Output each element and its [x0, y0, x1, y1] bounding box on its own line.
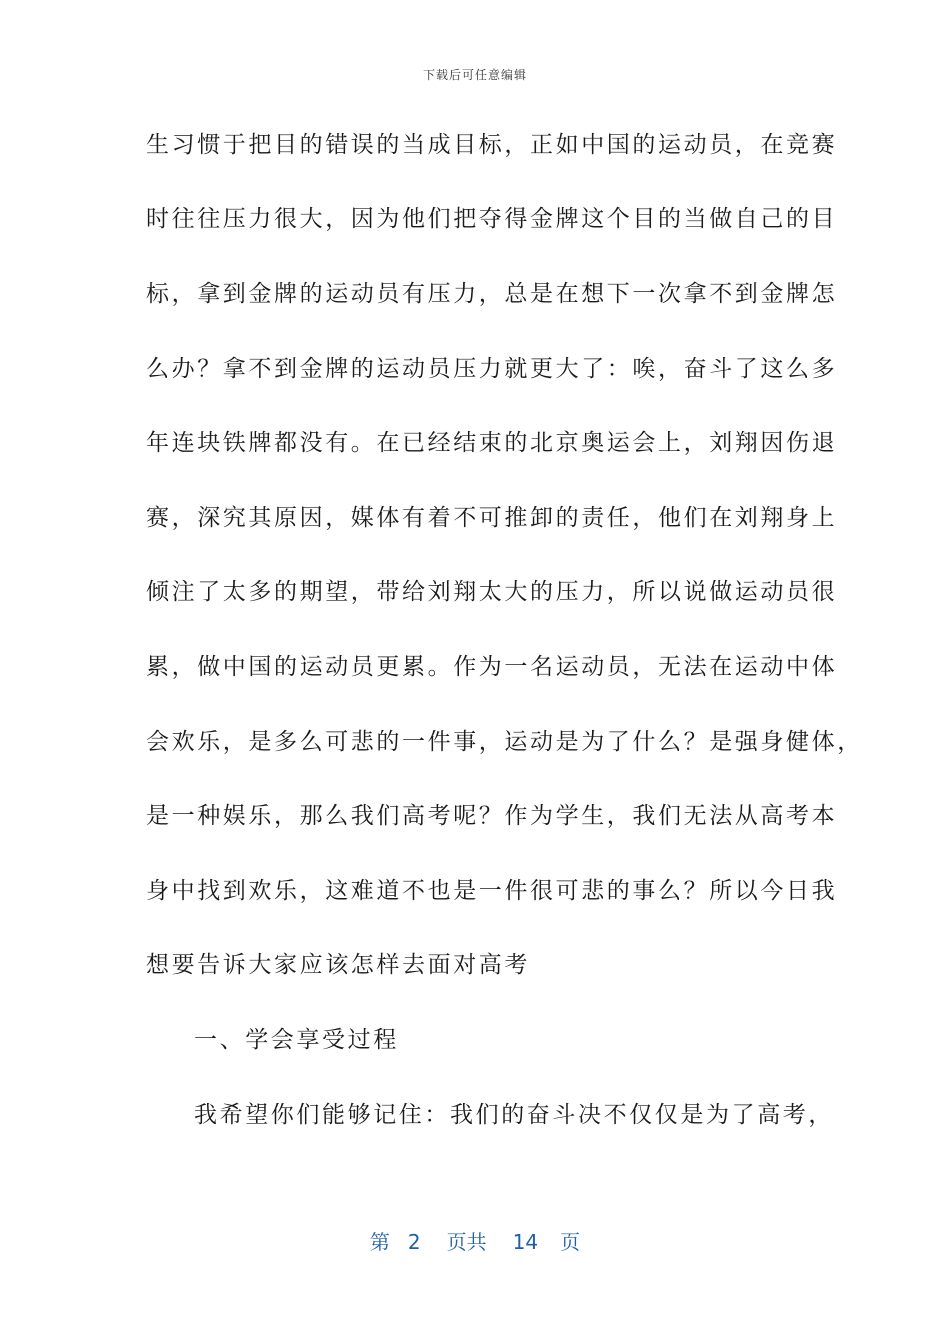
- body-line: 赛，深究其原因，媒体有着不可推卸的责任，他们在刘翔身上: [146, 505, 838, 531]
- footer-suffix: 页: [560, 1230, 581, 1254]
- body-line: 倾注了太多的期望，带给刘翔太大的压力，所以说做运动员很: [146, 579, 838, 605]
- body-line: 标，拿到金牌的运动员有压力，总是在想下一次拿不到金牌怎: [146, 281, 838, 307]
- header-note: 下载后可任意编辑: [422, 68, 527, 82]
- body-line: 我希望你们能够记住：我们的奋斗决不仅仅是为了高考，: [194, 1102, 834, 1128]
- body-line: 想要告诉大家应该怎样去面对高考: [146, 952, 530, 978]
- current-page-number: 2: [407, 1230, 421, 1254]
- body-line: 生习惯于把目的错误的当成目标，正如中国的运动员，在竞赛: [146, 132, 838, 158]
- body-line: 累，做中国的运动员更累。作为一名运动员，无法在运动中体: [146, 654, 838, 680]
- page-footer: [0, 1226, 950, 1255]
- total-pages-number: 14: [512, 1230, 539, 1254]
- body-line: 身中找到欢乐，这难道不也是一件很可悲的事么？所以今日我: [146, 878, 838, 904]
- body-line: 会欢乐，是多么可悲的一件事，运动是为了什么？是强身健体，: [146, 729, 863, 755]
- footer-middle: 页共: [446, 1230, 487, 1254]
- body-line: 么办？拿不到金牌的运动员压力就更大了：唉，奋斗了这么多: [146, 356, 838, 382]
- footer-prefix: 第: [369, 1230, 390, 1254]
- body-line: 年连块铁牌都没有。在已经结束的北京奥运会上，刘翔因伤退: [146, 430, 838, 456]
- body-line: 是一种娱乐，那么我们高考呢？作为学生，我们无法从高考本: [146, 803, 838, 829]
- section-heading: 一、学会享受过程: [194, 1027, 399, 1053]
- body-line: 时往往压力很大，因为他们把夺得金牌这个目的当做自己的目: [146, 206, 838, 232]
